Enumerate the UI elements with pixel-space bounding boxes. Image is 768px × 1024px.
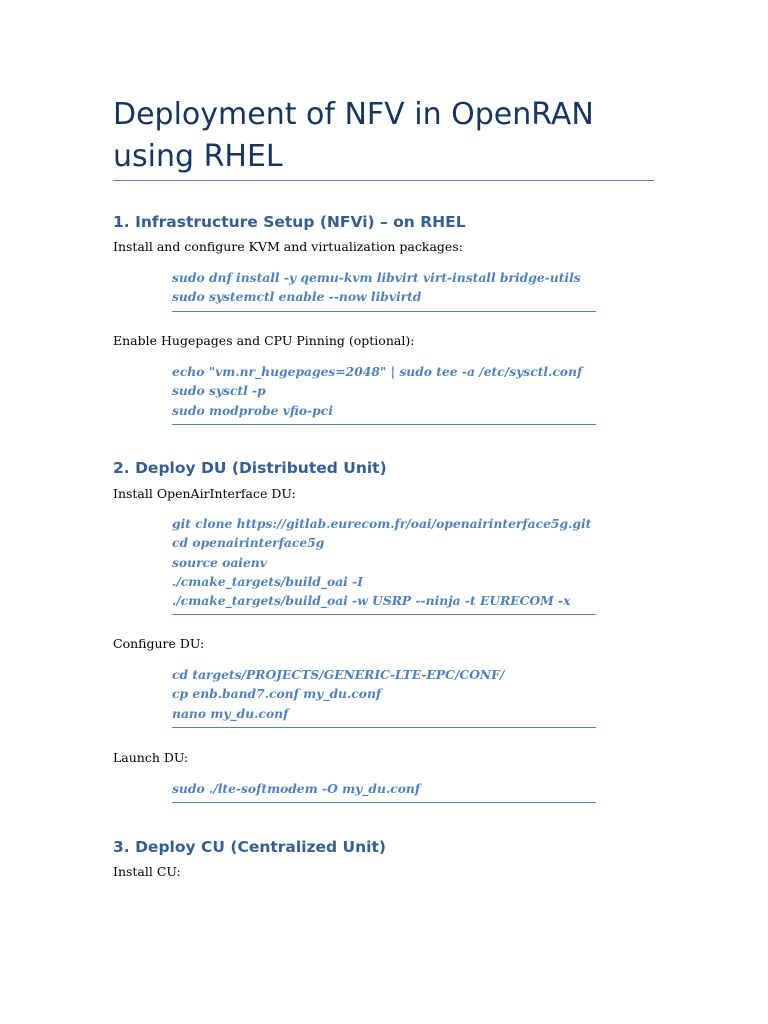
code-line: ./cmake_targets/build_oai -I — [172, 573, 363, 589]
paragraph-install-kvm: Install and configure KVM and virtualization packages: — [113, 239, 463, 254]
code-block-configure-du — [172, 665, 596, 728]
code-line: sudo sysctl -p — [172, 383, 266, 399]
code-line: git clone https://gitlab.eurecom.fr/oai/openairinterface5g.git — [172, 516, 592, 531]
code-line: source oaienv — [172, 554, 267, 570]
code-line: nano my_du.conf — [172, 705, 289, 721]
code-block-launch-du — [172, 779, 596, 803]
code-line: sudo ./lte-softmodem -O my_du.conf — [172, 781, 421, 796]
paragraph-install-oai-du: Install OpenAirInterface DU: — [113, 486, 296, 501]
paragraph-launch-du: Launch DU: — [113, 750, 189, 765]
code-line: cd openairinterface5g — [172, 535, 325, 551]
title-divider — [113, 180, 654, 181]
code-line: sudo modprobe vfio-pci — [172, 402, 333, 418]
paragraph-configure-du: Configure DU: — [113, 636, 205, 651]
code-line: cd targets/PROJECTS/GENERIC-LTE-EPC/CONF/ — [172, 667, 505, 682]
code-line: ./cmake_targets/build_oai -w USRP --ninja -t EURECOM -x — [172, 593, 571, 609]
code-block-hugepages — [172, 362, 596, 425]
code-block-install-du — [172, 514, 596, 615]
code-block-kvm — [172, 268, 596, 312]
section-heading-deploy-du: 2. Deploy DU (Distributed Unit) — [113, 459, 387, 477]
code-line: sudo dnf install -y qemu-kvm libvirt virt-install bridge-utils — [172, 270, 581, 285]
paragraph-install-cu: Install CU: — [113, 864, 181, 879]
code-line: echo "vm.nr_hugepages=2048" | sudo tee -a /etc/sysctl.conf — [172, 364, 583, 379]
document-title: Deployment of NFV in OpenRAN using RHEL — [113, 97, 594, 174]
code-line: cp enb.band7.conf my_du.conf — [172, 686, 382, 702]
code-line: sudo systemctl enable --now libvirtd — [172, 289, 422, 305]
section-heading-infrastructure: 1. Infrastructure Setup (NFVi) – on RHEL — [113, 213, 466, 231]
paragraph-hugepages: Enable Hugepages and CPU Pinning (optional): — [113, 333, 415, 348]
section-heading-deploy-cu: 3. Deploy CU (Centralized Unit) — [113, 838, 386, 856]
